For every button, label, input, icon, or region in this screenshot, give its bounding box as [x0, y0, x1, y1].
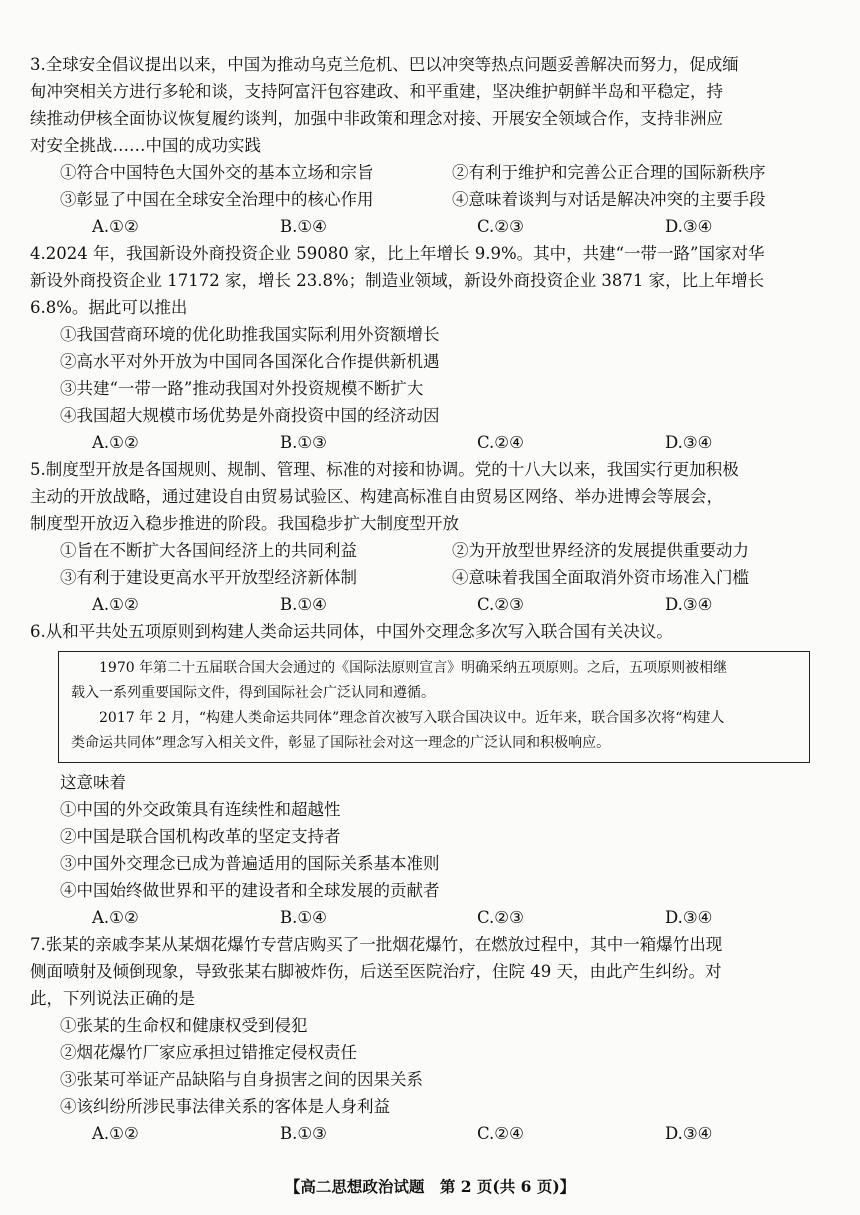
q7-statement-3: ③张某可举证产品缺陷与自身损害之间的因果关系	[60, 1070, 423, 1089]
q5-statement-3: ③有利于建设更高水平开放型经济新体制	[60, 568, 357, 587]
q6-material-line-2: 载入一系列重要国际文件，得到国际社会广泛认同和遵循。	[71, 685, 435, 701]
q6-material-line-4: 类命运共同体”理念写入相关文件，彰显了国际社会对这一理念的广泛认同和积极响应。	[71, 735, 611, 751]
q6-stem-line-1: 6.从和平共处五项原则到构建人类命运共同体，中国外交理念多次写入联合国有关决议。	[30, 622, 673, 641]
q4-statement-4: ④我国超大规模市场优势是外商投资中国的经济动因	[60, 406, 440, 425]
q4-option-d: D.③④	[665, 433, 713, 452]
q4-option-c: C.②④	[477, 433, 524, 452]
q3-stem-line-2: 甸冲突相关方进行多轮和谈，支持阿富汗包容建政、和平重建，坚决维护朝鲜半岛和平稳定，持	[30, 82, 723, 101]
q7-statement-1: ①张某的生命权和健康权受到侵犯	[60, 1016, 308, 1035]
q7-option-a: A.①②	[92, 1124, 139, 1143]
q5-option-d: D.③④	[665, 595, 713, 614]
q7-stem-line-2: 侧面喷射及倾倒现象，导致张某右脚被炸伤，后送至医院治疗，住院 49 天，由此产生纠纷。对	[30, 962, 722, 981]
q5-stem-line-3: 制度型开放迈入稳步推进的阶段。我国稳步扩大制度型开放	[30, 514, 459, 533]
q4-stem-line-3: 6.8%。据此可以推出	[30, 298, 188, 317]
page-footer: 【高二思想政治试题 第 2 页(共 6 页)】	[284, 1177, 576, 1196]
q4-options	[92, 430, 812, 456]
q6-option-a: A.①②	[92, 908, 139, 927]
q5-option-a: A.①②	[92, 595, 139, 614]
q7-stem-line-3: 此，下列说法正确的是	[30, 989, 195, 1008]
q5-option-c: C.②③	[477, 595, 524, 614]
q6-statement-4: ④中国始终做世界和平的建设者和全球发展的贡献者	[60, 881, 440, 900]
q4-statement-1: ①我国营商环境的优化助推我国实际利用外资额增长	[60, 325, 440, 344]
q6-statement-2: ②中国是联合国机构改革的坚定支持者	[60, 827, 341, 846]
q5-option-b: B.①④	[280, 595, 327, 614]
q3-statement-3: ③彰显了中国在全球安全治理中的核心作用	[60, 190, 374, 209]
q6-option-d: D.③④	[665, 908, 713, 927]
q7-stem-line-1: 7.张某的亲戚李某从某烟花爆竹专营店购买了一批烟花爆竹，在燃放过程中，其中一箱爆竹出现	[30, 935, 723, 954]
q3-option-a: A.①②	[92, 217, 139, 236]
q5-stem-line-2: 主动的开放战略，通过建设自由贸易试验区、构建高标准自由贸易区网络、举办进博会等展会，	[30, 487, 723, 506]
q7-option-b: B.①③	[280, 1124, 327, 1143]
q6-material-line-1: 1970 年第二十五届联合国大会通过的《国际法原则宣言》明确采纳五项原则。之后，五项原则被相继	[99, 660, 728, 676]
q3-options	[92, 214, 812, 240]
q6-statement-3: ③中国外交理念已成为普遍适用的国际关系基本准则	[60, 854, 440, 873]
q5-stem-line-1: 5.制度型开放是各国规则、规制、管理、标准的对接和协调。党的十八大以来，我国实行更加积极	[30, 460, 739, 479]
q3-option-d: D.③④	[665, 217, 713, 236]
q3-statement-1: ①符合中国特色大国外交的基本立场和宗旨	[60, 163, 374, 182]
q7-statement-2: ②烟花爆竹厂家应承担过错推定侵权责任	[60, 1043, 357, 1062]
q7-option-d: D.③④	[665, 1124, 713, 1143]
q5-statements-row-1	[60, 538, 820, 564]
q4-statement-2: ②高水平对外开放为中国同各国深化合作提供新机遇	[60, 352, 440, 371]
q6-lead: 这意味着	[60, 773, 126, 792]
q3-option-b: B.①④	[280, 217, 327, 236]
q3-statement-4: ④意味着谈判与对话是解决冲突的主要手段	[452, 190, 766, 209]
q7-option-c: C.②④	[477, 1124, 524, 1143]
q7-statement-4: ④该纠纷所涉民事法律关系的客体是人身利益	[60, 1097, 390, 1116]
q4-option-a: A.①②	[92, 433, 139, 452]
q4-statement-3: ③共建“一带一路”推动我国对外投资规模不断扩大	[60, 379, 424, 398]
q3-stem-line-1: 3.全球安全倡议提出以来，中国为推动乌克兰危机、巴以冲突等热点问题妥善解决而努力，促成缅	[30, 55, 739, 74]
q3-option-c: C.②③	[477, 217, 524, 236]
q6-material-box	[58, 651, 810, 763]
q3-stem-line-4: 对安全挑战……中国的成功实践	[30, 136, 261, 155]
q3-stem-line-3: 续推动伊核全面协议恢复履约谈判，加强中非政策和理念对接、开展安全领域合作，支持非洲应	[30, 109, 723, 128]
q6-options	[92, 905, 812, 931]
q3-statements-row-2	[60, 187, 820, 213]
q5-options	[92, 592, 812, 618]
q4-stem-line-1: 4.2024 年，我国新设外商投资企业 59080 家，比上年增长 9.9%。其中，共建“一带一路”国家对华	[30, 244, 765, 263]
q5-statement-2: ②为开放型世界经济的发展提供重要动力	[452, 541, 749, 560]
q6-option-c: C.②③	[477, 908, 524, 927]
q4-option-b: B.①③	[280, 433, 327, 452]
q6-statement-1: ①中国的外交政策具有连续性和超越性	[60, 800, 341, 819]
q4-stem-line-2: 新设外商投资企业 17172 家，增长 23.8%；制造业领域，新设外商投资企业 3871 家，比上年增长	[30, 271, 765, 290]
q5-statement-4: ④意味着我国全面取消外资市场准入门槛	[452, 568, 749, 587]
q5-statements-row-2	[60, 565, 820, 591]
q6-option-b: B.①④	[280, 908, 327, 927]
q6-material-line-3: 2017 年 2 月，“构建人类命运共同体”理念首次被写入联合国决议中。近年来，联合国多次将“构建人	[99, 710, 725, 726]
q3-statement-2: ②有利于维护和完善公正合理的国际新秩序	[452, 163, 766, 182]
q3-statements-row-1	[60, 160, 820, 186]
q7-options	[92, 1121, 812, 1147]
q5-statement-1: ①旨在不断扩大各国间经济上的共同利益	[60, 541, 357, 560]
